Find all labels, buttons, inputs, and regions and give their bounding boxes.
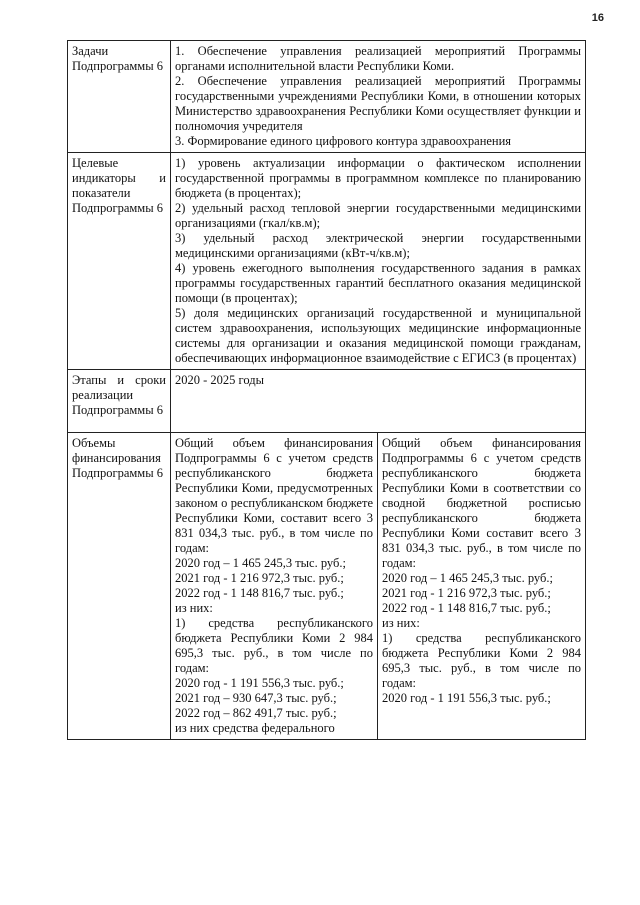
funding-right-line: Общий объем финансирования Подпрограммы 6 с учетом средств республиканского бюджета Республики Коми в соответствии со сводной бюджетной росписью республиканского бюджета Республики Коми составит всего 3 831 034,3 тыс. руб., в том числе по годам: xyxy=(382,436,582,570)
funding-right-line: 2022 год - 1 148 816,7 тыс. руб.; xyxy=(382,601,551,615)
funding-right xyxy=(378,433,586,740)
funding-left-line: 2022 год – 862 491,7 тыс. руб.; xyxy=(175,706,337,720)
funding-right-line: из них: xyxy=(382,616,420,630)
funding-left-line: 2020 год – 1 465 245,3 тыс. руб.; xyxy=(175,556,346,570)
funding-left-line: из них средства федерального xyxy=(175,721,335,735)
tasks-label: Задачи Подпрограммы 6 xyxy=(68,41,171,153)
passport-table xyxy=(67,40,586,740)
page-number: 16 xyxy=(591,12,604,24)
funding-left-line: 2020 год - 1 191 556,3 тыс. руб.; xyxy=(175,676,344,690)
funding-left-line: Общий объем финансирования Подпрограммы 6 с учетом средств республиканского бюджета Республики Коми, предусмотренных законом о республиканском бюджете Республики Коми, составит всего 3 831 034,3 тыс. руб., в том числе по годам: xyxy=(175,436,373,555)
funding-label: Объемы финансирования Подпрограммы 6 xyxy=(68,433,171,740)
funding-right-line: 2020 год – 1 465 245,3 тыс. руб.; xyxy=(382,571,553,585)
task-item: 2. Обеспечение управления реализацией мероприятий Программы государственными учреждениями Республики Коми, в отношении которых Министерство здравоохранения Республики Коми осуществляет функции и полномочия учредителя xyxy=(175,74,582,133)
indicator-item: 5) доля медицинских организаций государственной и муниципальной систем здравоохранения, использующих медицинские информационные системы для организации и оказания медицинской помощи гражданам, обеспечивающих информационное взаимодействие с ЕГИСЗ (в процентах) xyxy=(175,306,582,365)
funding-right-line: 1) средства республиканского бюджета Республики Коми 2 984 695,3 тыс. руб., в том числе по годам: xyxy=(382,631,582,690)
funding-left-line: 2022 год - 1 148 816,7 тыс. руб.; xyxy=(175,586,344,600)
funding-left-line: 2021 год - 1 216 972,3 тыс. руб.; xyxy=(175,571,344,585)
stages-label: Этапы и сроки реализации Подпрограммы 6 xyxy=(68,370,171,433)
funding-left xyxy=(171,433,378,740)
row-stages xyxy=(68,370,586,433)
funding-left-line: из них: xyxy=(175,601,213,615)
indicator-item: 3) удельный расход электрической энергии государственными медицинскими организациями (кВт-ч/кв.м); xyxy=(175,231,582,260)
indicators-content xyxy=(171,153,586,370)
funding-left-line: 1) средства республиканского бюджета Республики Коми 2 984 695,3 тыс. руб., в том числе по годам: xyxy=(175,616,373,675)
funding-right-line: 2021 год - 1 216 972,3 тыс. руб.; xyxy=(382,586,551,600)
funding-right-line: 2020 год - 1 191 556,3 тыс. руб.; xyxy=(382,691,551,705)
tasks-content xyxy=(171,41,586,153)
row-funding xyxy=(68,433,586,740)
funding-left-line: 2021 год – 930 647,3 тыс. руб.; xyxy=(175,691,337,705)
row-tasks xyxy=(68,41,586,153)
indicator-item: 1) уровень актуализации информации о фактическом исполнении государственной программы в программном комплексе по планированию бюджета (в процентах); xyxy=(175,156,582,200)
task-item: 3. Формирование единого цифрового контура здравоохранения xyxy=(175,134,512,148)
indicators-label: Целевые индикаторы и показатели Подпрограммы 6 xyxy=(68,153,171,370)
indicator-item: 4) уровень ежегодного выполнения государственного задания в рамках программы государственных гарантий бесплатного оказания медицинской помощи (в процентах); xyxy=(175,261,582,305)
row-indicators xyxy=(68,153,586,370)
task-item: 1. Обеспечение управления реализацией мероприятий Программы органами исполнительной власти Республики Коми. xyxy=(175,44,582,73)
indicator-item: 2) удельный расход тепловой энергии государственными медицинскими организациями (гкал/кв.м); xyxy=(175,201,582,230)
stages-value: 2020 - 2025 годы xyxy=(171,370,586,433)
